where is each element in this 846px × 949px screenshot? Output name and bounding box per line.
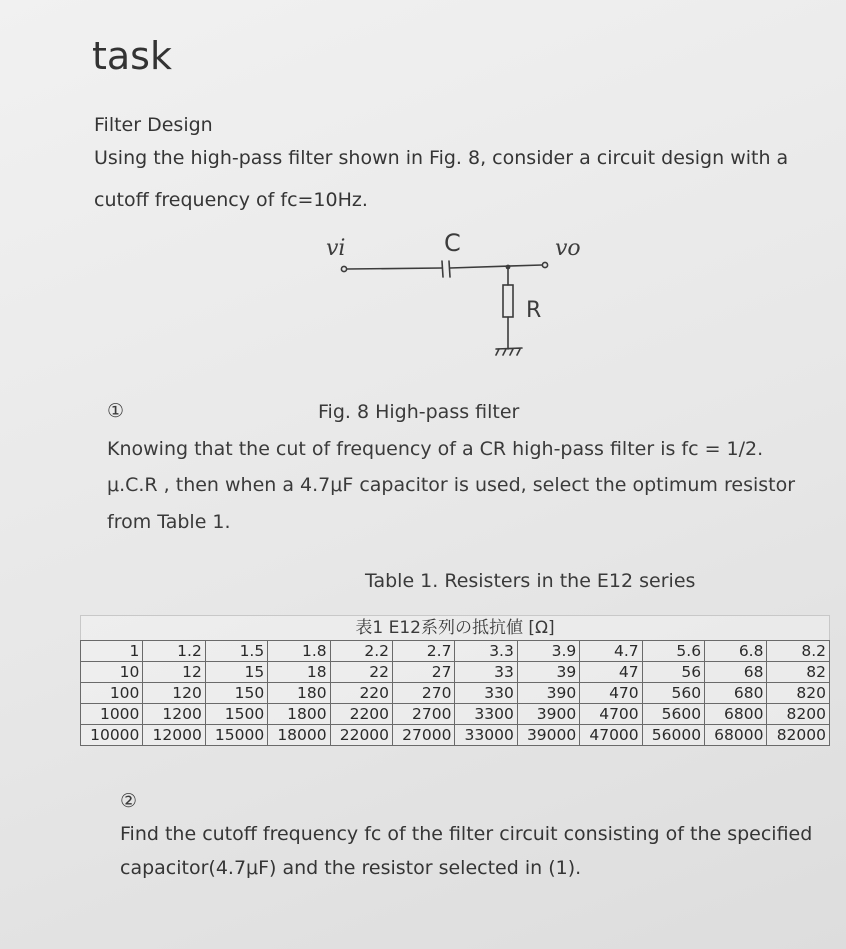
table-cell: 82: [767, 662, 830, 683]
table-cell: 2200: [330, 704, 392, 725]
q1-text-line-1: Knowing that the cut of frequency of a CR high-pass filter is fc = 1/2.: [107, 438, 764, 460]
table-cell: 100: [81, 683, 143, 704]
label-vo: vo: [555, 236, 581, 261]
table-cell: 22000: [330, 725, 392, 746]
table-row: [81, 704, 830, 725]
label-c: C: [444, 229, 461, 257]
input-wire: [347, 268, 442, 269]
table-cell: 8.2: [767, 641, 830, 662]
q1-text-line-3: from Table 1.: [107, 511, 231, 533]
table-cell: 1500: [205, 704, 267, 725]
table-cell: 10: [81, 662, 143, 683]
q2-text-line-2: capacitor(4.7μF) and the resistor selected in (1).: [120, 857, 582, 879]
table-cell: 15000: [205, 725, 267, 746]
table-row: [81, 641, 830, 662]
table-cell: 2700: [393, 704, 455, 725]
table-cell: 27000: [393, 725, 455, 746]
table-cell: 270: [393, 683, 455, 704]
table-cell: 82000: [767, 725, 830, 746]
input-terminal: [341, 266, 346, 271]
table-cell: 3300: [455, 704, 517, 725]
high-pass-filter-diagram: [300, 225, 600, 365]
intro-text-line-2: cutoff frequency of fc=10Hz.: [94, 189, 368, 211]
table-cell: 18000: [268, 725, 330, 746]
table-cell: 47000: [580, 725, 642, 746]
table-cell: 330: [455, 683, 517, 704]
table-cell: 180: [268, 683, 330, 704]
q1-text-line-2: μ.C.R , then when a 4.7μF capacitor is used, select the optimum resistor: [107, 474, 796, 496]
capacitor-plate-left: [442, 261, 443, 277]
table-cell: 3900: [517, 704, 579, 725]
table-cell: 6800: [705, 704, 767, 725]
table-cell: 2.2: [330, 641, 392, 662]
table-cell: 4700: [580, 704, 642, 725]
table-cell: 33: [455, 662, 517, 683]
table-cell: 1.2: [143, 641, 205, 662]
table-cell: 22: [330, 662, 392, 683]
table-cell: 10000: [81, 725, 143, 746]
table-cell: 47: [580, 662, 642, 683]
table-cell: 3.9: [517, 641, 579, 662]
table-cell: 4.7: [580, 641, 642, 662]
page-title: task: [92, 34, 172, 78]
e12-table: [80, 615, 830, 746]
table-cell: 470: [580, 683, 642, 704]
table-cell: 680: [705, 683, 767, 704]
table-cell: 1: [81, 641, 143, 662]
table-cell: 1200: [143, 704, 205, 725]
table-row: [81, 683, 830, 704]
table-inner-title: 表1 E12系列の抵抗値 [Ω]: [80, 615, 830, 640]
table-cell: 8200: [767, 704, 830, 725]
q1-marker: ①: [107, 400, 125, 422]
table-cell: 120: [143, 683, 205, 704]
table-cell: 68000: [705, 725, 767, 746]
table-cell: 3.3: [455, 641, 517, 662]
table-cell: 560: [642, 683, 704, 704]
intro-text-line-1: Using the high-pass filter shown in Fig. 8, consider a circuit design with a: [94, 147, 789, 169]
label-r: R: [526, 298, 542, 323]
table-cell: 1000: [81, 704, 143, 725]
table-row: [81, 725, 830, 746]
table-cell: 15: [205, 662, 267, 683]
table-cell: 33000: [455, 725, 517, 746]
table-cell: 390: [517, 683, 579, 704]
table-row: [81, 662, 830, 683]
section-title: Filter Design: [94, 114, 213, 136]
table-cell: 39: [517, 662, 579, 683]
table-cell: 1.5: [205, 641, 267, 662]
output-wire: [450, 265, 542, 268]
table-cell: 5.6: [642, 641, 704, 662]
table-cell: 27: [393, 662, 455, 683]
output-terminal: [542, 262, 547, 267]
capacitor-plate-right: [449, 261, 450, 277]
table-cell: 39000: [517, 725, 579, 746]
table-cell: 18: [268, 662, 330, 683]
label-vi: vi: [326, 236, 346, 261]
ground-symbol: [496, 348, 522, 355]
figure-caption: Fig. 8 High-pass filter: [318, 401, 520, 423]
table-cell: 1800: [268, 704, 330, 725]
table-cell: 150: [205, 683, 267, 704]
table-caption: Table 1. Resisters in the E12 series: [365, 570, 696, 592]
table-cell: 820: [767, 683, 830, 704]
table-cell: 56000: [642, 725, 704, 746]
q2-marker: ②: [120, 790, 138, 812]
table-cell: 68: [705, 662, 767, 683]
e12-values-grid: [80, 640, 830, 746]
table-cell: 56: [642, 662, 704, 683]
table-cell: 220: [330, 683, 392, 704]
table-cell: 5600: [642, 704, 704, 725]
q2-text-line-1: Find the cutoff frequency fc of the filter circuit consisting of the specified: [120, 823, 813, 845]
table-cell: 2.7: [393, 641, 455, 662]
table-cell: 6.8: [705, 641, 767, 662]
table-cell: 12000: [143, 725, 205, 746]
table-cell: 1.8: [268, 641, 330, 662]
resistor-symbol: [503, 285, 513, 317]
table-cell: 12: [143, 662, 205, 683]
